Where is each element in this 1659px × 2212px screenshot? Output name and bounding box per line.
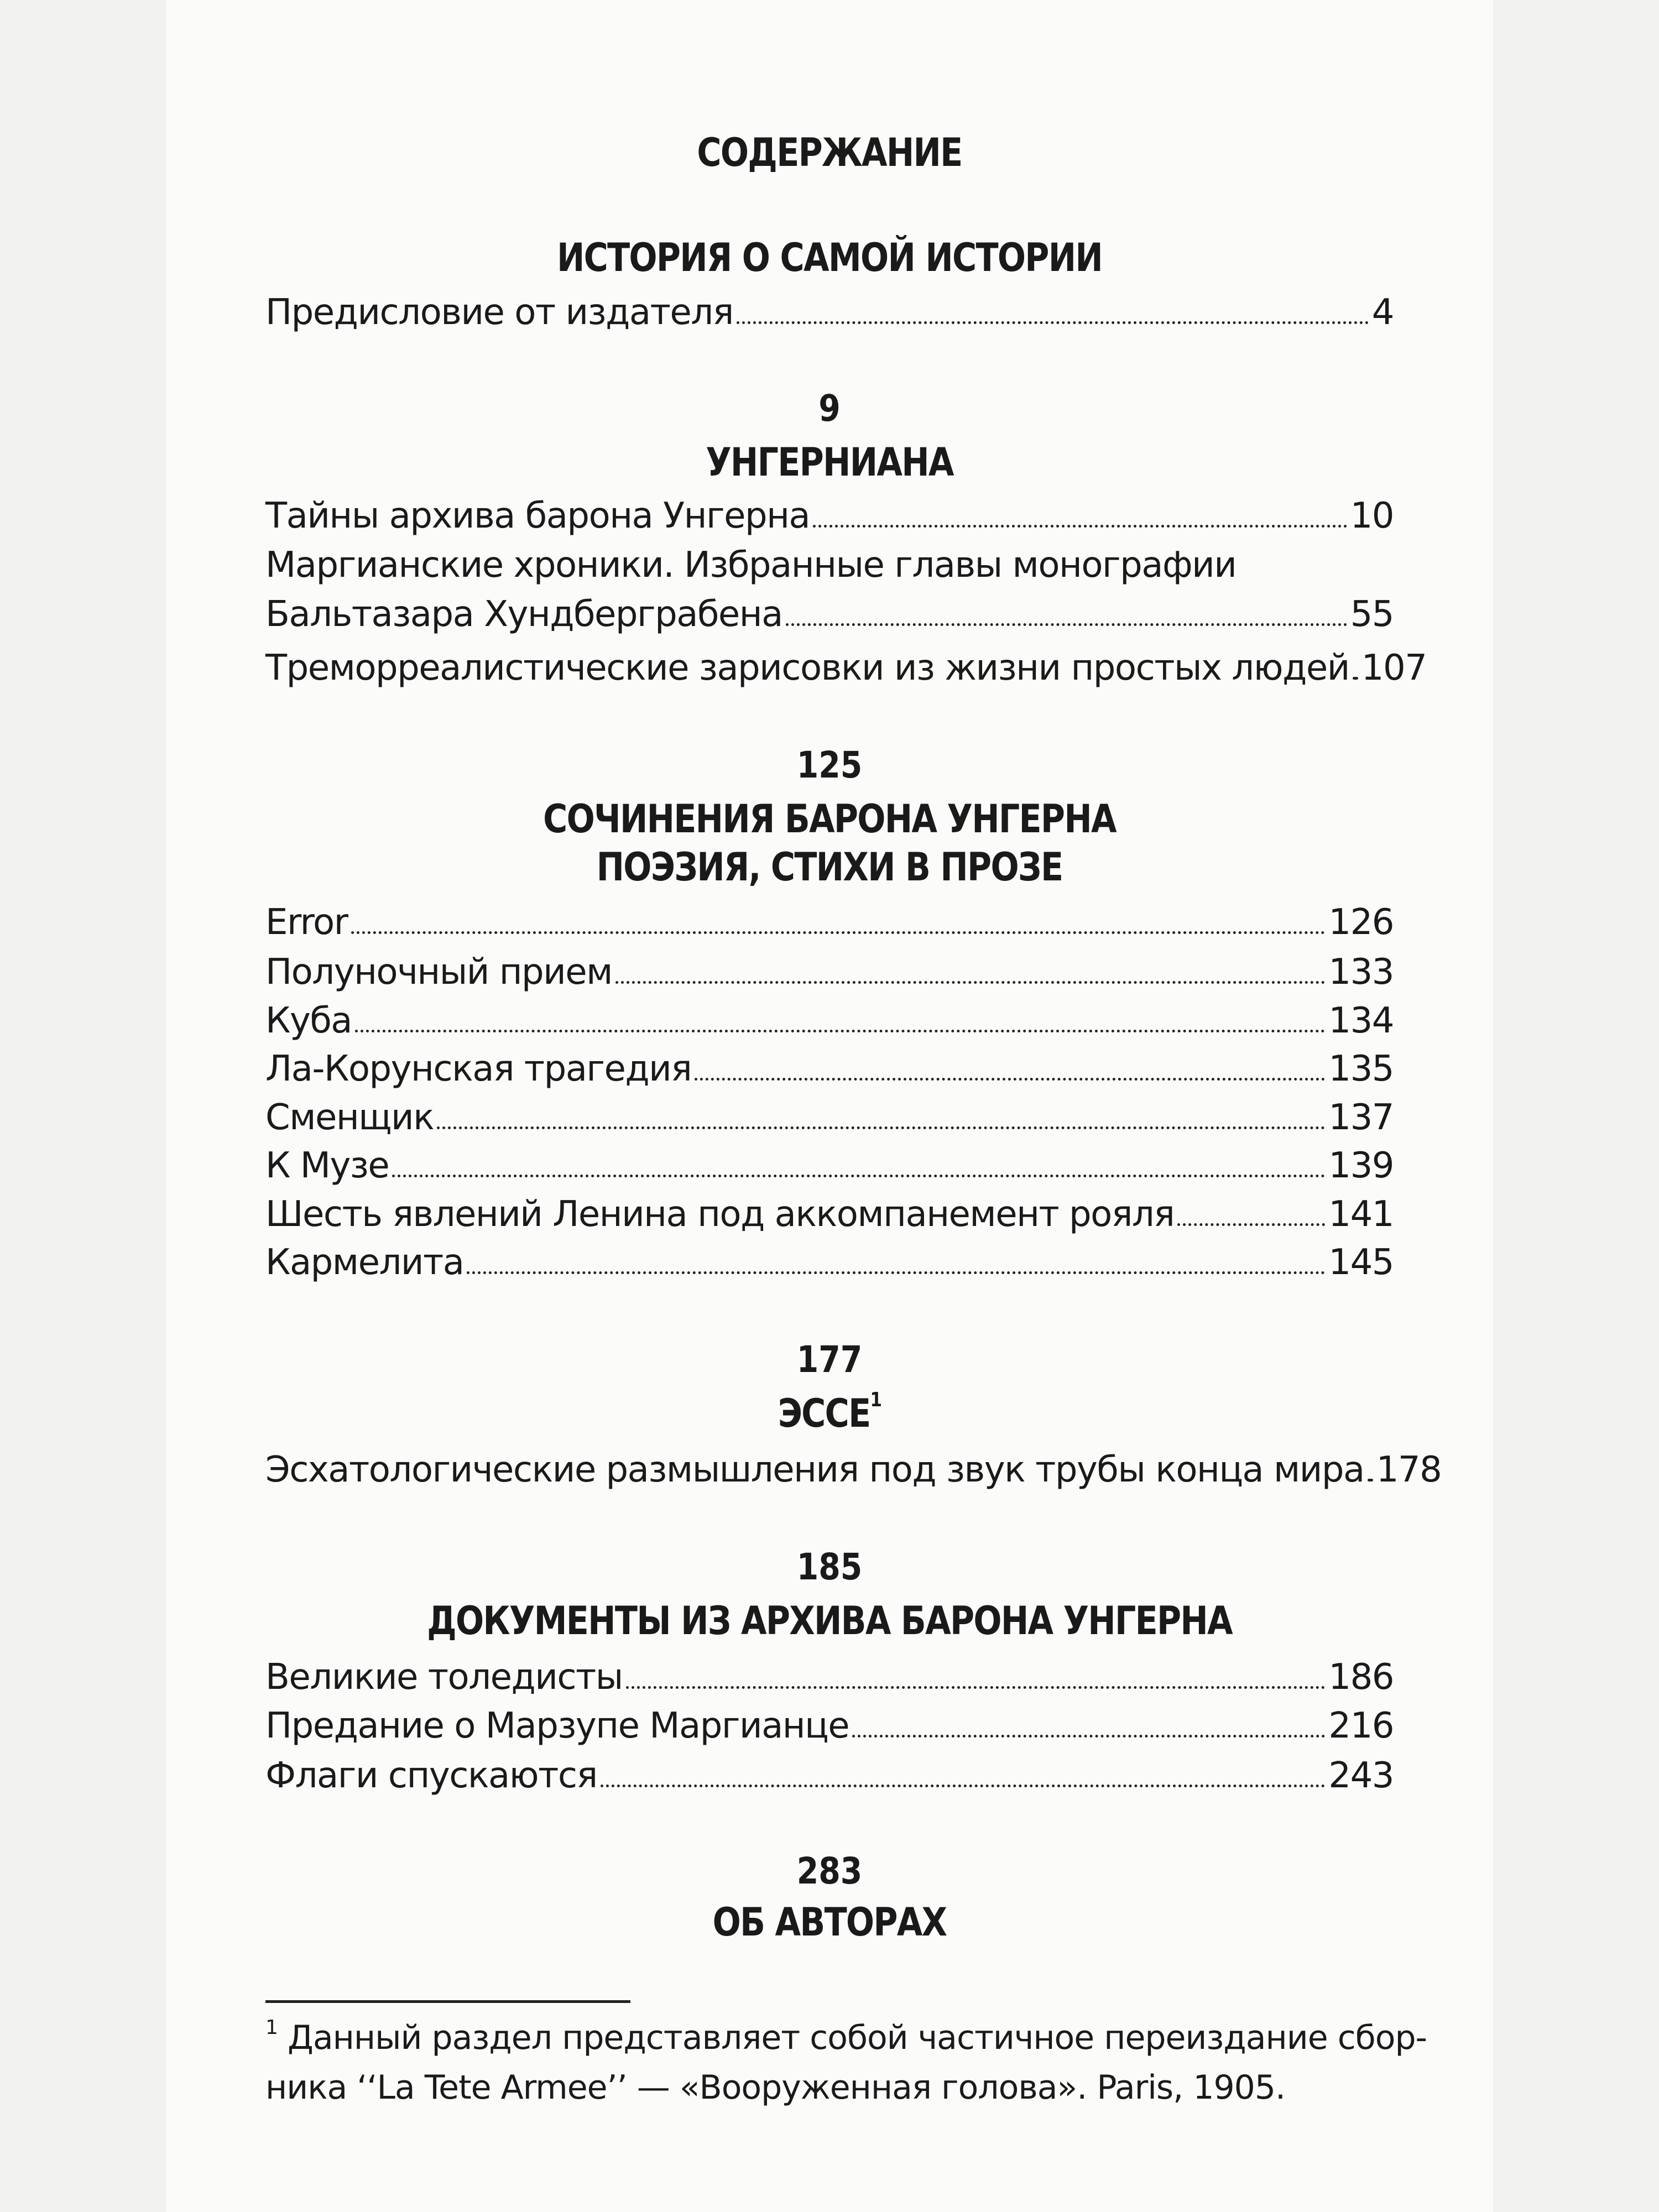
footnote-line2: ника ‘‘La Tete Armee’’ — «Вооруженная голова». Paris, 1905.: [265, 2068, 1286, 2107]
dot-leader: [467, 1271, 1325, 1274]
toc-entry[interactable]: [265, 639, 1427, 688]
entry-title-line1: Маргианские хроники. Избранные главы монографии: [265, 545, 1237, 586]
entry-page: 107: [1361, 648, 1427, 688]
section-heading: УНГЕРНИАНА: [706, 440, 953, 485]
dot-leader: [695, 1078, 1325, 1081]
dot-leader: [1177, 1223, 1325, 1226]
dot-leader: [813, 525, 1347, 528]
toc-entry[interactable]: [265, 992, 1394, 1041]
section-heading: ОБ АВТОРАХ: [712, 1900, 947, 1945]
section-heading: ИСТОРИЯ О САМОЙ ИСТОРИИ: [556, 235, 1103, 280]
entry-title: Error: [265, 902, 348, 943]
entry-page: 139: [1328, 1145, 1394, 1186]
toc-entry[interactable]: [265, 585, 1394, 635]
toc-entry[interactable]: [265, 1441, 1442, 1490]
entry-title: Полуночный прием: [265, 952, 612, 993]
entry-page: 243: [1328, 1755, 1394, 1796]
entry-page: 4: [1371, 292, 1394, 333]
entry-page: 55: [1350, 594, 1394, 635]
section-page-number: 283: [796, 1850, 863, 1892]
heading-text: ЭССЕ: [778, 1391, 870, 1436]
entry-title: Эсхатологические размышления под звук трубы конца мира: [265, 1449, 1364, 1490]
entry-title: Великие толедисты: [265, 1657, 623, 1698]
dot-leader: [351, 931, 1326, 934]
entry-page: 141: [1328, 1194, 1394, 1235]
dot-leader: [437, 1126, 1325, 1129]
toc-entry[interactable]: [265, 1746, 1394, 1796]
footnote-line1: [265, 2016, 1427, 2057]
entry-page: 145: [1328, 1242, 1394, 1283]
section-page-number: 177: [796, 1338, 863, 1381]
entry-title: Предание о Марзупе Маргианце: [265, 1705, 849, 1746]
dot-leader: [615, 981, 1325, 984]
dot-leader: [786, 623, 1347, 626]
entry-title: Ла-Корунская трагедия: [265, 1048, 692, 1089]
section-subheading: ПОЭЗИЯ, СТИХИ В ПРОЗЕ: [596, 844, 1063, 890]
entry-page: 216: [1328, 1705, 1394, 1746]
toc-entry[interactable]: [265, 1040, 1394, 1089]
entry-page: 126: [1328, 902, 1394, 943]
entry-title: К Музе: [265, 1145, 389, 1186]
dot-leader: [1353, 677, 1358, 680]
entry-title: Тайны архива барона Унгерна: [265, 495, 810, 536]
entry-page: 137: [1328, 1097, 1394, 1138]
dot-leader: [737, 321, 1369, 324]
entry-title: Шесть явлений Ленина под аккомпанемент рояля: [265, 1194, 1175, 1235]
section-page-number: 185: [796, 1546, 863, 1588]
toc-entry[interactable]: [265, 893, 1394, 943]
section-page-number: 125: [796, 744, 863, 786]
toc-entry[interactable]: [265, 943, 1394, 993]
entry-title: Флаги спускаются: [265, 1755, 597, 1796]
section-heading: [345, 1391, 1314, 1436]
toc-entry[interactable]: [265, 487, 1394, 536]
book-page: [166, 0, 1493, 2212]
entry-title: Куба: [265, 1000, 352, 1041]
toc-entry[interactable]: [265, 1233, 1394, 1283]
entry-page: 10: [1350, 495, 1394, 536]
dot-leader: [601, 1785, 1326, 1787]
entry-page: 133: [1328, 952, 1394, 993]
entry-page: 186: [1328, 1657, 1394, 1698]
section-heading: СОЧИНЕНИЯ БАРОНА УНГЕРНА: [543, 796, 1116, 842]
toc-entry[interactable]: [265, 283, 1394, 333]
entry-title: Сменщик: [265, 1097, 434, 1138]
entry-title: Треморреалистические зарисовки из жизни простых людей: [265, 648, 1349, 688]
toc-entry[interactable]: [265, 1697, 1394, 1746]
entry-title: Кармелита: [265, 1242, 464, 1283]
toc-title: СОДЕРЖАНИЕ: [697, 130, 962, 175]
toc-entry[interactable]: [265, 1136, 1394, 1186]
toc-entry[interactable]: [265, 1648, 1394, 1698]
footnote-marker: 1: [265, 2016, 278, 2039]
dot-leader: [852, 1735, 1325, 1738]
dot-leader: [626, 1686, 1326, 1689]
footnote-rule: [265, 2000, 630, 2003]
section-page-number: 9: [818, 387, 841, 430]
entry-title: Бальтазара Хундберграбена: [265, 594, 782, 635]
dot-leader: [392, 1175, 1325, 1177]
footnote-text-1: Данный раздел представляет собой частичное переиздание сбор-: [277, 2018, 1427, 2057]
entry-page: 134: [1328, 1000, 1394, 1041]
toc-entry[interactable]: [265, 1185, 1394, 1235]
entry-page: 135: [1328, 1048, 1394, 1089]
dot-leader: [355, 1030, 1325, 1032]
dot-leader: [1368, 1479, 1373, 1481]
entry-page: 178: [1376, 1449, 1442, 1490]
toc-entry[interactable]: [265, 1088, 1394, 1138]
section-heading: ДОКУМЕНТЫ ИЗ АРХИВА БАРОНА УНГЕРНА: [427, 1598, 1232, 1644]
entry-title: Предисловие от издателя: [265, 292, 733, 333]
footnote-ref[interactable]: 1: [870, 1389, 881, 1411]
